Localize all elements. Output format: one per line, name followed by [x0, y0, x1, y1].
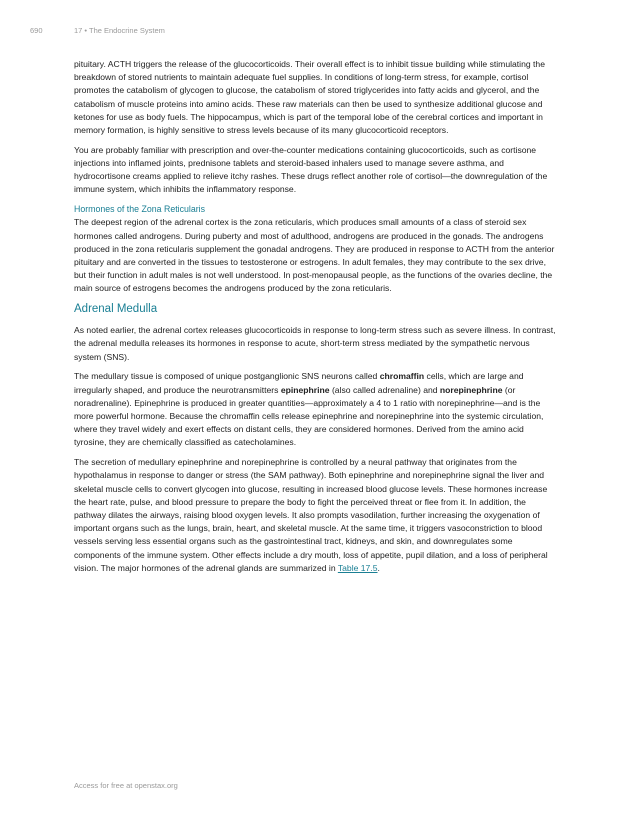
table-link[interactable]: Table 17.5 [337, 562, 378, 573]
paragraph-glucocorticoid-effects: pituitary. ACTH triggers the release of the glucocorticoids. Their overall effect is to inhibit tissue building while stimulating the breakdown of stored nutrients to maintain adequate fuel supplies. In conditions of long-term stress, for example, cortisol promotes the catabolism of glycogen to glucose, the catabolism of stored triglycerides into fatty acids and glycerol, and the catabolism of muscle proteins into amino acids. These raw materials can then be used to synthesize additional glucose and ketones for use as body fuels. The hippocampus, which is part of the temporal lobe of the cerebral cortices and important in memory formation, is highly sensitive to stress levels because of its many glucocorticoid receptors. [74, 59, 545, 136]
paragraph-glucocorticoid-medications: You are probably familiar with prescription and over-the-counter medications containing glucocorticoids, such as cortisone injections into inflamed joints, prednisone tablets and steroid-based inhalers used to manage severe asthma, and hydrocortisone creams applied to relieve itchy rashes. These drugs reflect another role of cortisol—the downregulation of the immune system, which inhibits the inflammatory response. [74, 144, 548, 195]
text-run: . [377, 562, 380, 573]
chapter-title: 17 • The Endocrine System [74, 26, 165, 35]
paragraph-medullary-tissue [74, 370, 556, 449]
section-heading: Adrenal Medulla [74, 303, 158, 316]
main-content [74, 58, 556, 582]
page-header [30, 26, 165, 35]
term-chromaffin: chromaffin [379, 371, 425, 382]
term-norepinephrine: norepinephrine [439, 384, 503, 395]
term-epinephrine: epinephrine [280, 384, 330, 395]
text-run: cells, which are large and irregularly shaped, and produce the neurotransmitters [74, 371, 524, 395]
section-subheading: Hormones of the Zona Reticularis [74, 204, 206, 215]
paragraph-zona-reticularis: The deepest region of the adrenal cortex is the zona reticularis, which produces small amounts of a class of steroid sex hormones called androgens. During puberty and most of adulthood, androgens are produced in the gonads. The androgens produced in the zona reticularis supplement the gonadal androgens. They are produced in response to ACTH from the anterior pituitary and are converted in the tissues to testosterone or estrogens. In adult females, they may contribute to the sex drive, but their function in adult males is not well understood. In post-menopausal people, as the functions of the ovaries decline, the main source of estrogens becomes the androgens produced by the zona reticularis. [74, 217, 555, 294]
text-run: (also called adrenaline) and [329, 384, 440, 395]
page-number: 690 [30, 26, 43, 35]
page-footer: Access for free at openstax.org [74, 781, 178, 790]
paragraph-medullary-secretion [74, 456, 556, 575]
text-run: (or noradrenaline). Epinephrine is produced in greater quantities—approximately a 4 to 1 ratio with norepinephrine—and is the more powerful hormone. Because the chromaffin cells release epinephrine and norepinephrine into the systemic circulation, where they travel widely and exert effects on distant cells, they are considered hormones. Derived from the amino acid tyrosine, they are chemically classified as catecholamines. [74, 384, 544, 448]
paragraph-adrenal-medulla-intro: As noted earlier, the adrenal cortex releases glucocorticoids in response to long-term stress such as severe illness. In contrast, the adrenal medulla releases its hormones in response to acute, short-term stress mediated by the sympathetic nervous system (SNS). [74, 325, 556, 362]
text-run: The medullary tissue is composed of unique postganglionic SNS neurons called [74, 371, 380, 382]
text-run: The secretion of medullary epinephrine and norepinephrine is controlled by a neural pathway that originates from the hypothalamus in response to danger or stress (the SAM pathway). Both epinephrine and norepinephrine signal the liver and skeletal muscle cells to convert glycogen into glucose, resulting in increased blood glucose levels. These hormones increase the heart rate, pulse, and blood pressure to prepare the body to fight the perceived threat or flee from it. In addition, the pathway dilates the airways, raising blood oxygen levels. It also prompts vasodilation, further increasing the oxygenation of important organs such as the lungs, brain, heart, and skeletal muscle. At the same time, it triggers vasoconstriction to blood vessels serving less essential organs such as the gastrointestinal tract, kidneys, and skin, and downregulates some components of the immune system. Other effects include a dry mouth, loss of appetite, pupil dilation, and a loss of peripheral vision. The major hormones of the adrenal glands are summarized in [74, 457, 548, 573]
